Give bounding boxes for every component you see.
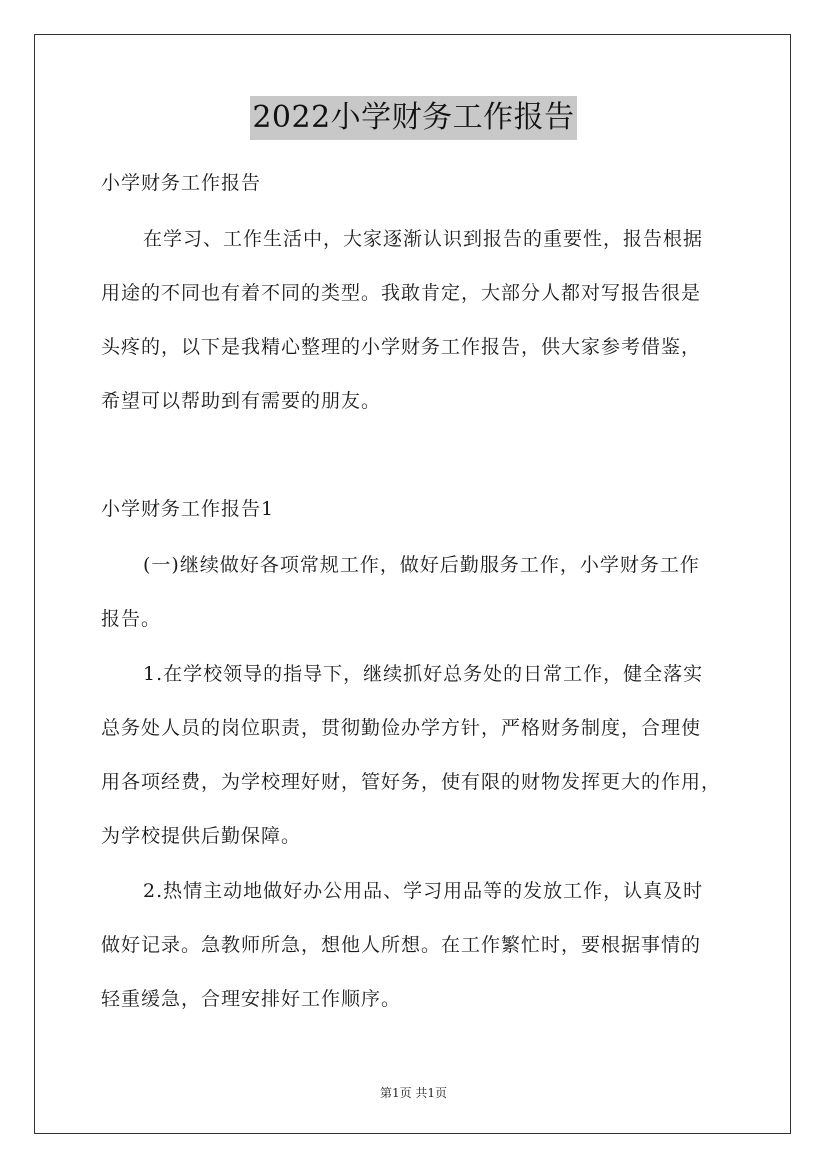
paragraph-line: 报告。: [101, 608, 162, 630]
page-footer: 第1页 共1页: [379, 1086, 448, 1100]
heading-2: 小学财务工作报告1: [101, 498, 275, 520]
paragraph-line: 用各项经费，为学校理好财，管好务，使有限的财物发挥更大的作用，: [101, 771, 722, 793]
section-paragraph: [101, 552, 741, 632]
paragraph-line: 在学习、工作生活中，大家逐渐认识到报告的重要性，报告根据: [143, 228, 704, 250]
paragraph-line: 轻重缓急，合理安排好工作顺序。: [101, 988, 402, 1010]
document-body: [101, 170, 741, 1041]
item-1-paragraph: [101, 661, 741, 849]
heading-1: 小学财务工作报告: [101, 172, 262, 194]
paragraph-line: 用途的不同也有着不同的类型。我敢肯定，大部分人都对写报告很是: [101, 282, 702, 304]
paragraph-line: 头疼的，以下是我精心整理的小学财务工作报告，供大家参考借鉴，: [101, 336, 702, 358]
paragraph-line: 做好记录。急教师所急，想他人所想。在工作繁忙时，要根据事情的: [101, 934, 702, 956]
item-2-paragraph: [101, 878, 741, 1012]
intro-paragraph: [101, 226, 741, 414]
paragraph-line: (一)继续做好各项常规工作，做好后勤服务工作，小学财务工作: [143, 554, 700, 576]
paragraph-line: 2.热情主动地做好办公用品、学习用品等的发放工作，认真及时: [143, 880, 704, 902]
document-title: 2022小学财务工作报告: [250, 96, 576, 140]
title-wrap: [0, 96, 827, 140]
paragraph-line: 希望可以帮助到有需要的朋友。: [101, 390, 382, 412]
paragraph-line: 为学校提供后勤保障。: [101, 825, 302, 847]
paragraph-line: 1.在学校领导的指导下，继续抓好总务处的日常工作，健全落实: [143, 663, 704, 685]
spacer: [101, 443, 741, 496]
paragraph-line: 总务处人员的岗位职责，贯彻勤俭办学方针，严格财务制度，合理使: [101, 717, 702, 739]
